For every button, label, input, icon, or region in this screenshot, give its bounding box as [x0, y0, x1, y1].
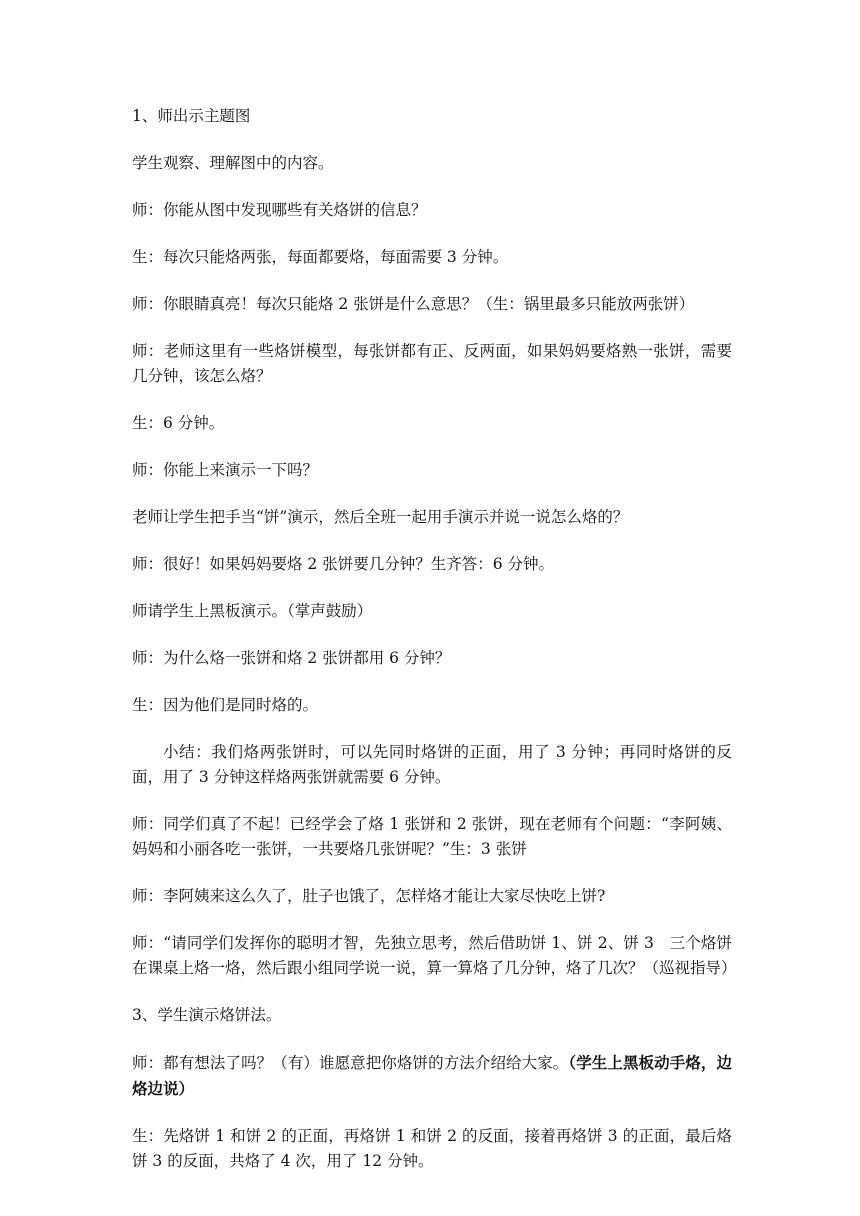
paragraph-teacher-two-cakes: 师：很好！如果妈妈要烙 2 张饼要几分钟？生齐答：6 分钟。 — [132, 555, 555, 573]
paragraph-hand-demo: 老师让学生把手当“饼”演示，然后全班一起用手演示并说一说怎么烙的？ — [132, 508, 629, 526]
paragraph-student-method: 生：先烙饼 1 和饼 2 的正面，再烙饼 1 和饼 2 的反面，接着再烙饼 3 的正面，最后烙饼 3 的反面，共烙了 4 次，用了 12 分钟。 — [132, 1127, 732, 1170]
paragraph-teacher-three-cakes: 师：同学们真了不起！已经学会了烙 1 张饼和 2 张饼，现在老师有个问题：“李阿姨、妈妈和小丽各吃一张饼，一共要烙几张饼呢？”生：3 张饼 — [132, 815, 732, 858]
paragraph-student-answer-2: 生：6 分钟。 — [132, 414, 225, 432]
paragraph-heading-3: 3、学生演示烙饼法。 — [132, 1006, 282, 1024]
paragraph-teacher-ideas-bold: （学生上黑板动手烙，边烙边说） — [132, 1053, 732, 1098]
paragraph-summary: 小结：我们烙两张饼时，可以先同时烙饼的正面，用了 3 分钟；再同时烙饼的反面，用了 3 分钟这样烙两张饼就需要 6 分钟。 — [132, 743, 732, 786]
paragraph-student-same-time: 生：因为他们是同时烙的。 — [132, 696, 319, 714]
paragraph-blackboard-demo: 师请学生上黑板演示。（掌声鼓励） — [132, 602, 373, 620]
paragraph-teacher-ideas — [132, 1050, 732, 1102]
paragraph-teacher-hungry: 师：李阿姨来这么久了，肚子也饿了，怎样烙才能让大家尽快吃上饼? — [132, 887, 606, 905]
paragraph-teacher-ideas-text: 师：都有想法了吗？（有）谁愿意把你烙饼的方法介绍给大家。 — [132, 1054, 569, 1072]
paragraph-teacher-demo: 师：你能上来演示一下吗？ — [132, 461, 319, 479]
paragraph-teacher-question-1: 师：你能从图中发现哪些有关烙饼的信息？ — [132, 201, 427, 219]
paragraph-observe: 学生观察、理解图中的内容。 — [132, 154, 334, 172]
paragraph-student-answer-1: 生：每次只能烙两张，每面都要烙，每面需要 3 分钟。 — [132, 248, 509, 266]
paragraph-teacher-instructions: 师：“请同学们发挥你的聪明才智，先独立思考，然后借助饼 1、饼 2、饼 3 三个烙饼在课桌上烙一烙，然后跟小组同学说一说，算一算烙了几分钟，烙了几次？（巡视指导） — [132, 934, 737, 977]
paragraph-teacher-why: 师：为什么烙一张饼和烙 2 张饼都用 6 分钟？ — [132, 649, 451, 667]
paragraph-heading-1: 1、师出示主题图 — [132, 107, 251, 125]
document-page — [132, 104, 737, 1196]
paragraph-teacher-question-2: 师：你眼睛真亮！每次只能烙 2 张饼是什么意思？（生：锅里最多只能放两张饼） — [132, 295, 695, 313]
paragraph-teacher-model: 师：老师这里有一些烙饼模型，每张饼都有正、反两面，如果妈妈要烙熟一张饼，需要几分钟，该怎么烙？ — [132, 342, 732, 385]
